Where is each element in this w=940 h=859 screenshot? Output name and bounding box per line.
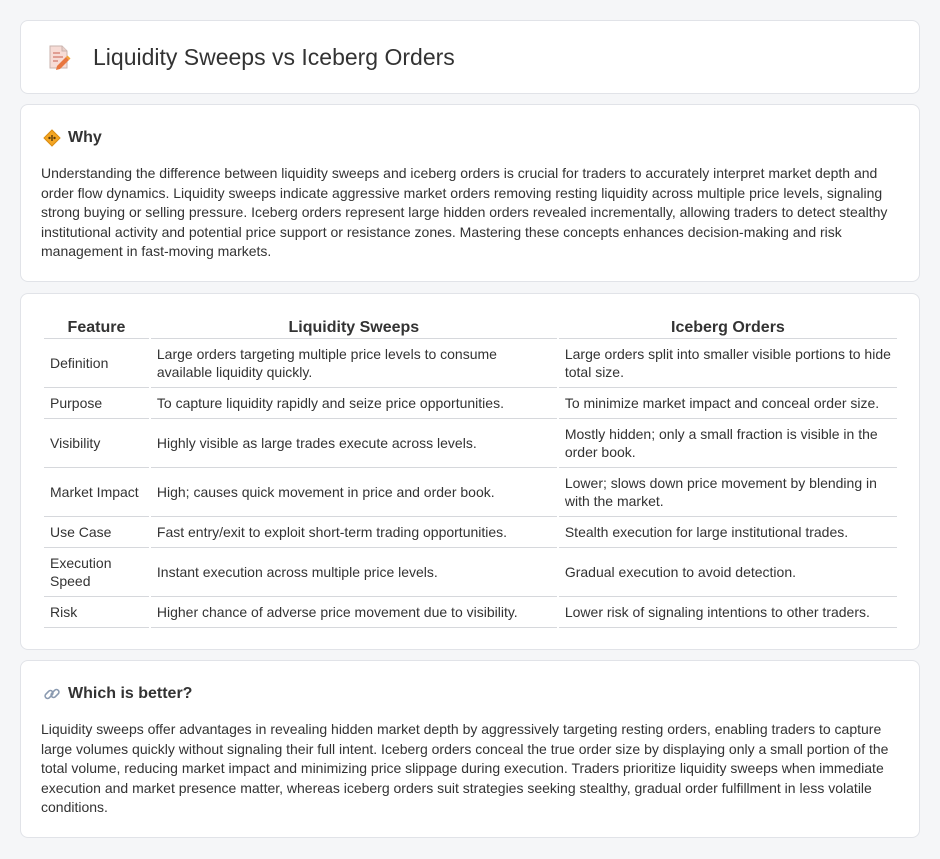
header-liquidity-sweeps: Liquidity Sweeps xyxy=(151,316,557,339)
header-feature: Feature xyxy=(44,316,149,339)
table-header-row xyxy=(44,316,897,339)
feature-cell: Definition xyxy=(44,339,149,388)
which-is-better-section xyxy=(20,660,920,838)
diamond-warning-icon xyxy=(43,129,61,147)
why-text: Understanding the difference between liquidity sweeps and iceberg orders is crucial for traders to accurately interpret market depth and order flow dynamics. Liquidity sweeps indicate aggressive market orders removing resting liquidity across multiple price levels, signaling strong buying or selling pressure. Iceberg orders represent large hidden orders revealed incrementally, allowing traders to detect stealthy institutional activity and potential price support or resistance zones. Mastering these concepts enhances decision-making and risk management in fast-moving markets. xyxy=(41,165,888,260)
page-title: Liquidity Sweeps vs Iceberg Orders xyxy=(93,43,455,70)
sweeps-cell: Large orders targeting multiple price levels to consume available liquidity quickly. xyxy=(151,339,557,388)
comparison-table xyxy=(42,316,899,628)
table-row xyxy=(44,548,897,597)
iceberg-cell: Lower; slows down price movement by blending in with the market. xyxy=(559,468,897,517)
feature-cell: Risk xyxy=(44,597,149,628)
sweeps-cell: High; causes quick movement in price and order book. xyxy=(151,468,557,517)
sweeps-cell: Highly visible as large trades execute across levels. xyxy=(151,419,557,468)
feature-cell: Use Case xyxy=(44,517,149,548)
sweeps-cell: Fast entry/exit to exploit short-term trading opportunities. xyxy=(151,517,557,548)
link-icon xyxy=(43,685,61,703)
why-title: Why xyxy=(68,129,102,146)
feature-cell: Visibility xyxy=(44,419,149,468)
iceberg-cell: To minimize market impact and conceal order size. xyxy=(559,388,897,419)
table-row xyxy=(44,468,897,517)
iceberg-cell: Gradual execution to avoid detection. xyxy=(559,548,897,597)
feature-cell: Execution Speed xyxy=(44,548,149,597)
which-is-better-text: Liquidity sweeps offer advantages in revealing hidden market depth by aggressively targeting resting orders, enabling traders to capture large volumes quickly without signaling their full intent. Iceberg orders conceal the true order size by displaying only a small portion of the total volume, reducing market impact and minimizing price slippage during execution. Traders prioritize liquidity sweeps when immediate execution and market presence matter, whereas iceberg orders suit strategies seeking stealthy, gradual order fulfillment in less volatile conditions. xyxy=(41,721,889,816)
feature-cell: Purpose xyxy=(44,388,149,419)
title-card xyxy=(20,20,920,94)
table-row xyxy=(44,339,897,388)
table-row xyxy=(44,388,897,419)
which-is-better-title: Which is better? xyxy=(68,685,193,702)
table-row xyxy=(44,597,897,628)
iceberg-cell: Stealth execution for large institutional trades. xyxy=(559,517,897,548)
comparison-card xyxy=(20,293,920,650)
sweeps-cell: Instant execution across multiple price levels. xyxy=(151,548,557,597)
table-row xyxy=(44,517,897,548)
edit-document-icon xyxy=(47,44,71,70)
iceberg-cell: Mostly hidden; only a small fraction is visible in the order book. xyxy=(559,419,897,468)
feature-cell: Market Impact xyxy=(44,468,149,517)
header-iceberg-orders: Iceberg Orders xyxy=(559,316,897,339)
iceberg-cell: Large orders split into smaller visible portions to hide total size. xyxy=(559,339,897,388)
sweeps-cell: Higher chance of adverse price movement due to visibility. xyxy=(151,597,557,628)
iceberg-cell: Lower risk of signaling intentions to other traders. xyxy=(559,597,897,628)
why-section xyxy=(20,104,920,282)
sweeps-cell: To capture liquidity rapidly and seize price opportunities. xyxy=(151,388,557,419)
table-row xyxy=(44,419,897,468)
